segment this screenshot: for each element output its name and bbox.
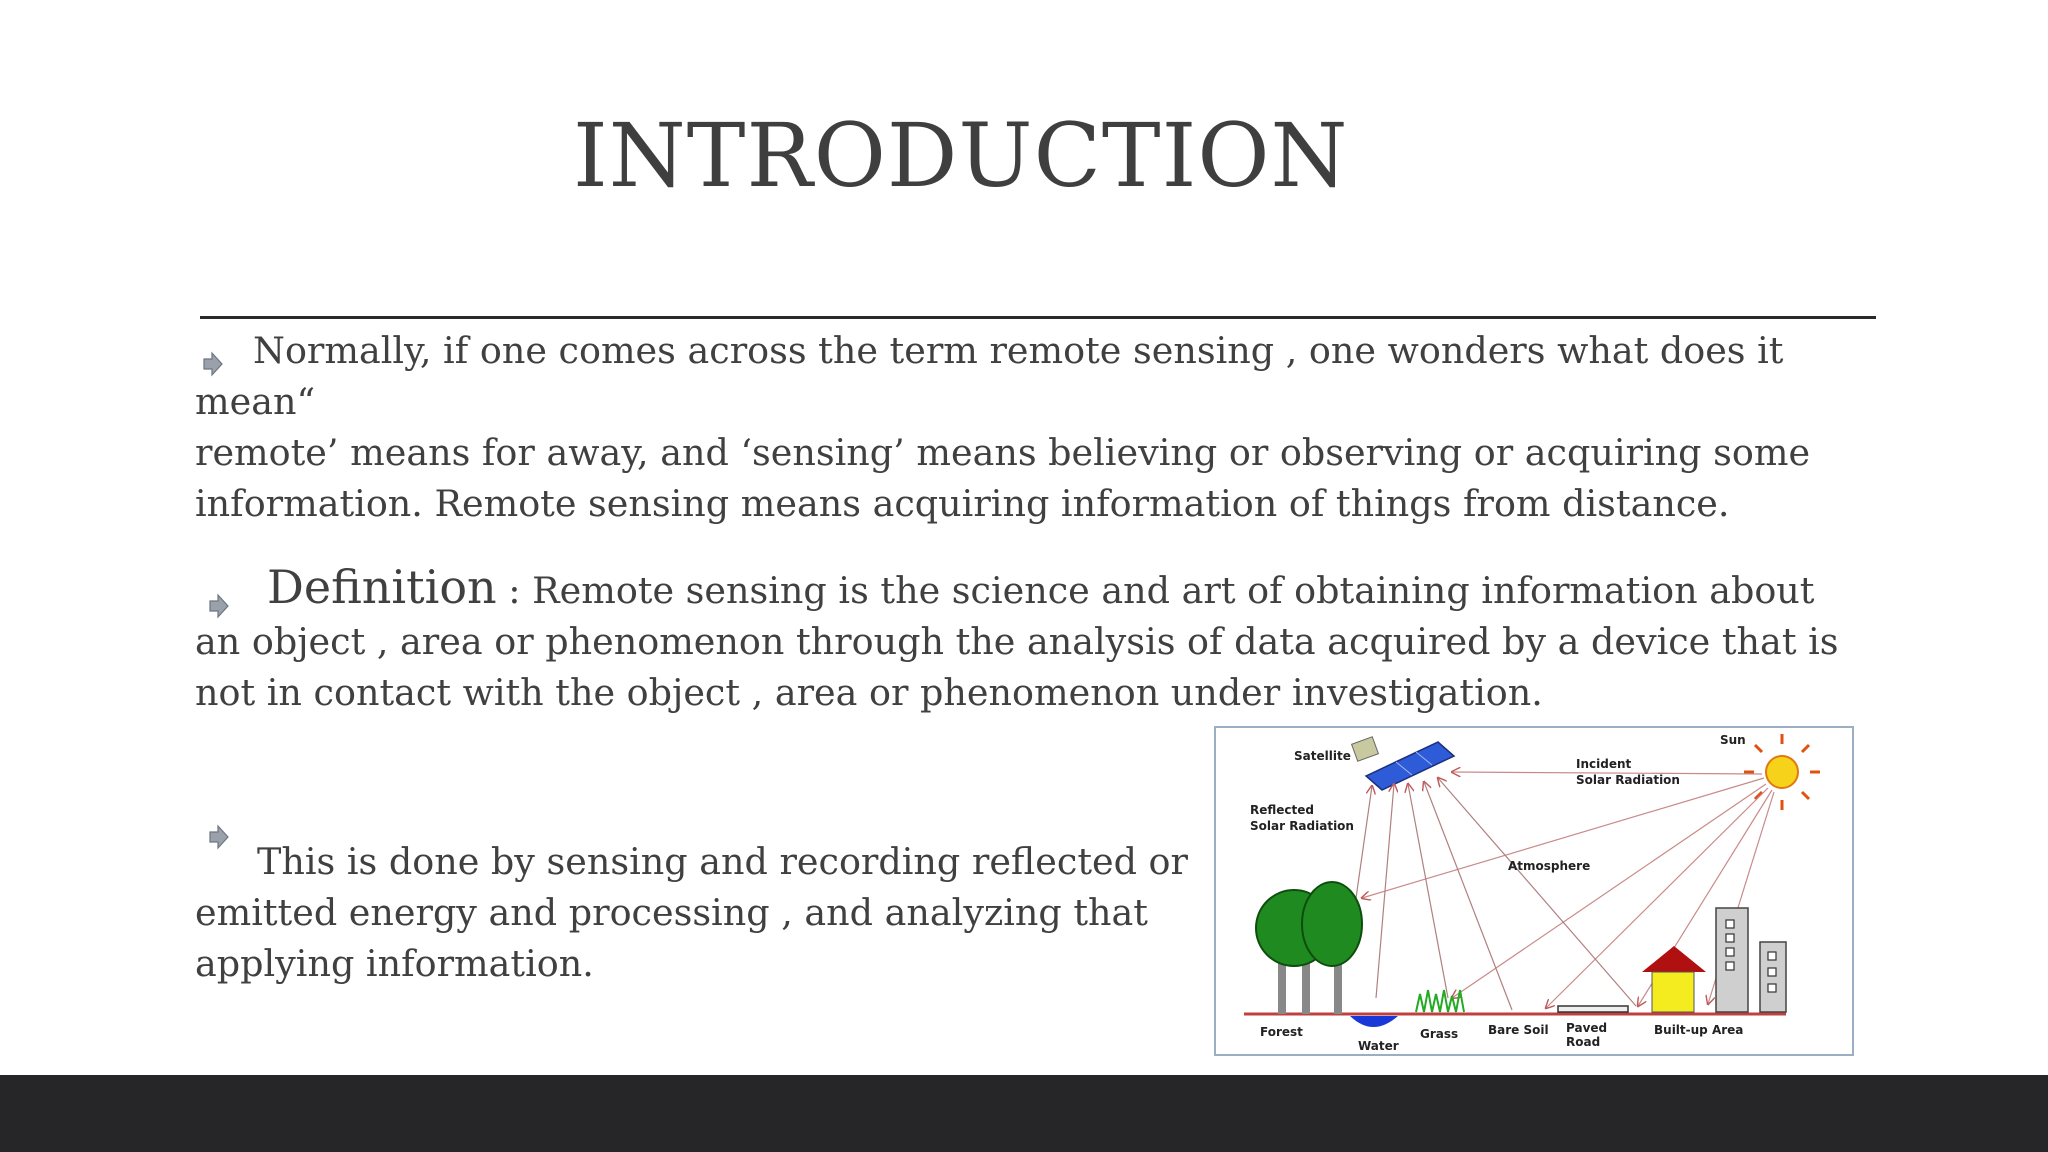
label-water: Water [1358, 1039, 1399, 1053]
remote-sensing-diagram [1214, 726, 1854, 1056]
label-paved: Paved [1566, 1021, 1608, 1035]
paragraph-normally-line1: Normally, if one comes across the term remote sensing , one wonders what does it [253, 329, 1784, 372]
slide-title: INTRODUCTION [573, 104, 1349, 207]
water-icon [1350, 1016, 1398, 1027]
arrow-bullet-icon [209, 812, 229, 838]
label-reflected-solar: Solar Radiation [1250, 819, 1354, 833]
sun-icon [1744, 734, 1820, 810]
definition-line3: not in contact with the object , area or phenomenon under investigation. [195, 671, 1543, 714]
label-atmosphere: Atmosphere [1508, 859, 1591, 873]
paragraph-normally-line2: mean“ [195, 380, 316, 423]
process-line2: emitted energy and processing , and analyzing that [195, 891, 1148, 934]
arrow-bullet-icon [203, 339, 223, 365]
label-reflected: Reflected [1250, 803, 1314, 817]
paragraph-normally-line4: information. Remote sensing means acquiring information of things from distance. [195, 482, 1730, 525]
road-icon [1558, 1006, 1628, 1012]
buildings-icon [1716, 908, 1786, 1012]
label-satellite: Satellite [1294, 749, 1351, 763]
label-grass: Grass [1420, 1027, 1459, 1041]
title-divider [200, 316, 1876, 319]
footer-bar [0, 1075, 2048, 1152]
definition-line2: an object , area or phenomenon through the analysis of data acquired by a device that is [195, 620, 1839, 663]
grass-icon [1416, 990, 1464, 1012]
definition-term: Definition [267, 560, 497, 614]
house-icon [1642, 946, 1706, 1012]
process-line1: This is done by sensing and recording reflected or [257, 840, 1188, 883]
label-builtup: Built-up Area [1654, 1023, 1744, 1037]
definition-line1: : Remote sensing is the science and art of obtaining information about [496, 569, 1815, 612]
label-bare-soil: Bare Soil [1488, 1023, 1549, 1037]
satellite-icon [1352, 737, 1454, 790]
process-line3: applying information. [195, 942, 594, 985]
label-road: Road [1566, 1035, 1601, 1049]
label-sun: Sun [1720, 733, 1746, 747]
forest-icon [1256, 882, 1362, 1014]
label-incident: Incident [1576, 757, 1632, 771]
arrow-bullet-icon [209, 581, 229, 607]
paragraph-normally [195, 325, 1895, 529]
paragraph-process [195, 806, 1215, 989]
label-incident-solar: Solar Radiation [1576, 773, 1680, 787]
paragraph-normally-line3: remote’ means for away, and ‘sensing’ means believing or observing or acquiring some [195, 431, 1811, 474]
paragraph-definition [195, 562, 1895, 718]
label-forest: Forest [1260, 1025, 1303, 1039]
